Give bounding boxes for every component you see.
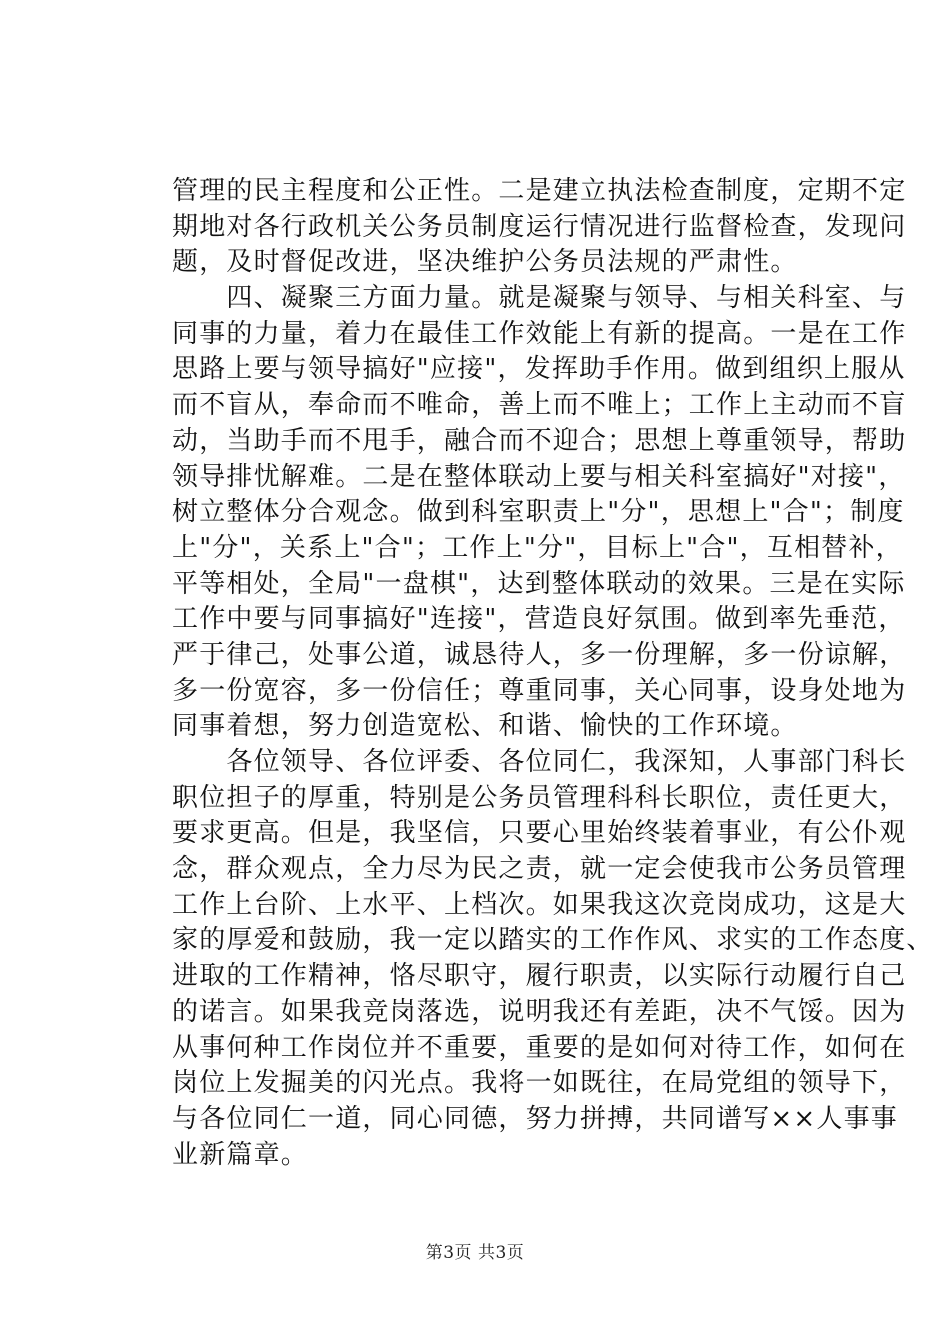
page-footer: [0, 1238, 950, 1263]
text-line: 同事着想，努力创造宽松、和谐、愉快的工作环境。: [172, 711, 798, 742]
text-line: 上"分"，关系上"合"；工作上"分"，目标上"合"，互相替补，: [172, 532, 903, 563]
text-line: 工作上台阶、上水平、上档次。如果我这次竞岗成功，这是大: [172, 889, 907, 920]
text-line: 树立整体分合观念。做到科室职责上"分"，思想上"合"；制度: [172, 497, 905, 528]
text-line: 思路上要与领导搞好"应接"，发挥助手作用。做到组织上服从: [172, 354, 906, 385]
text-line: 平等相处，全局"一盘棋"，达到整体联动的效果。三是在实际: [172, 568, 906, 599]
text-line: 题，及时督促改进，坚决维护公务员法规的严肃性。: [172, 247, 798, 278]
text-line: 从事何种工作岗位并不重要，重要的是如何对待工作，如何在: [172, 1032, 907, 1063]
text-line: 与各位同仁一道，同心同德，努力拼搏，共同谱写××人事事: [172, 1103, 898, 1134]
text-line: 而不盲从，奉命而不唯命，善上而不唯上；工作上主动而不盲: [172, 390, 907, 421]
text-line: 进取的工作精神，恪尽职守，履行职责，以实际行动履行自己: [172, 961, 907, 992]
page-number-label: 第3页 共3页: [425, 1243, 525, 1263]
text-line: 要求更高。但是，我坚信，只要心里始终装着事业，有公仆观: [172, 818, 907, 849]
text-line: 同事的力量，着力在最佳工作效能上有新的提高。一是在工作: [172, 318, 907, 349]
text-line: 多一份宽容，多一份信任；尊重同事，关心同事，设身处地为: [172, 675, 907, 706]
text-line: 期地对各行政机关公务员制度运行情况进行监督检查，发现问: [172, 211, 907, 242]
text-line: 念，群众观点，全力尽为民之责，就一定会使我市公务员管理: [172, 854, 907, 885]
text-line: 各位领导、各位评委、各位同仁，我深知，人事部门科长: [172, 747, 907, 777]
text-line: 工作中要与同事搞好"连接"，营造良好氛围。做到率先垂范，: [172, 604, 906, 635]
text-line: 四、凝聚三方面力量。就是凝聚与领导、与相关科室、与: [172, 283, 907, 314]
text-line: 管理的民主程度和公正性。二是建立执法检查制度，定期不定: [172, 176, 907, 206]
text-line: 的诺言。如果我竞岗落选，说明我还有差距，决不气馁。因为: [172, 996, 907, 1027]
text-line: 职位担子的厚重，特别是公务员管理科科长职位，责任更大，: [172, 782, 907, 813]
document-body: [172, 174, 934, 1173]
text-line: 严于律己，处事公道，诚恳待人，多一份理解，多一份谅解，: [172, 639, 907, 670]
text-line: 业新篇章。: [172, 1139, 309, 1170]
text-line: 领导排忧解难。二是在整体联动上要与相关科室搞好"对接"，: [172, 461, 906, 492]
text-line: 家的厚爱和鼓励，我一定以踏实的工作作风、求实的工作态度、: [172, 925, 934, 956]
text-line: 岗位上发掘美的闪光点。我将一如既往，在局党组的领导下，: [172, 1068, 907, 1099]
text-line: 动，当助手而不甩手，融合而不迎合；思想上尊重领导，帮助: [172, 425, 907, 456]
